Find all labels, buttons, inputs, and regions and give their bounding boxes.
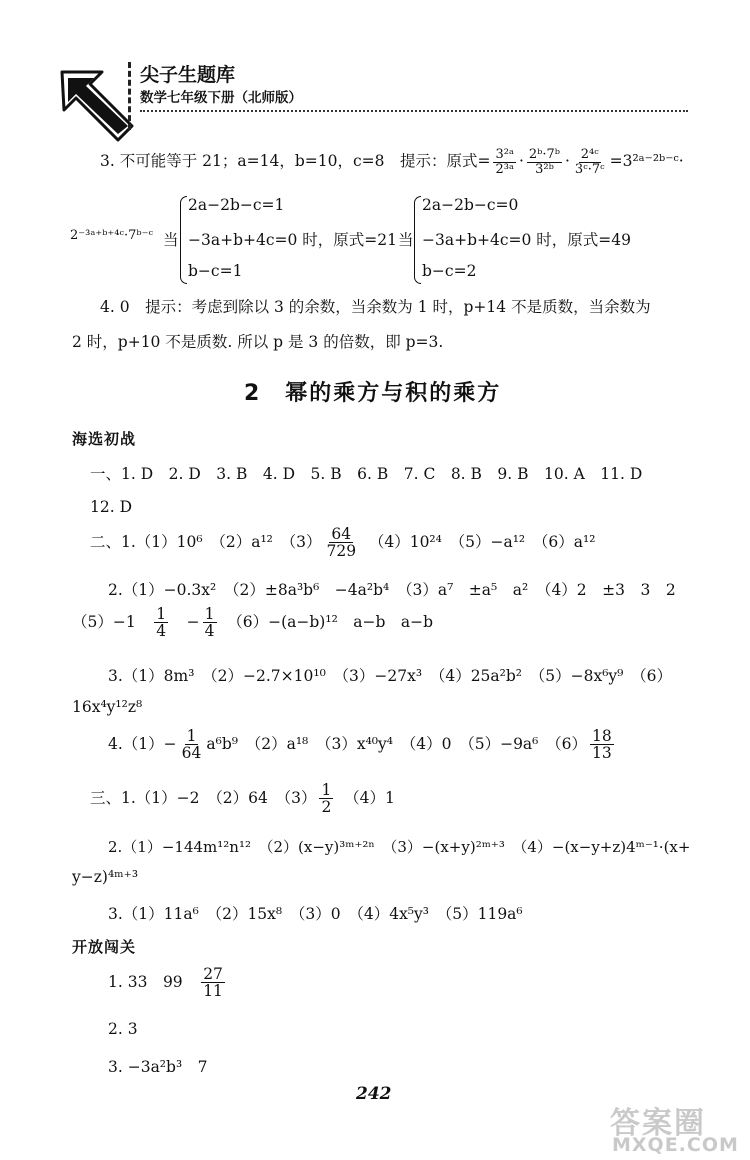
fraction-denominator: 4	[204, 622, 215, 641]
section-title: 2 幂的乘方与积的乘方	[244, 381, 502, 406]
fraction-numerator: 1	[321, 781, 332, 799]
part1-iii-1	[90, 782, 395, 816]
part1-iii-2-line2: y−z)⁴ᵐ⁺³	[72, 868, 139, 886]
fraction-numerator: 64	[331, 525, 352, 543]
answer-3-line1: 3. 不可能等于 21；a=14，b=10，c=8 提示：原式= $\frac{\text{3²ᵃ}}{\text{2³ᵃ}}$ · $\frac{\text{2ᵇ·7ᵇ}}{\text{3²ᵇ}}$ · $\frac{\text{2⁴ᶜ}}{\text{3ᶜ·7ᶜ}}$ =3²ᵃ⁻²ᵇ⁻ᶜ·	[100, 147, 684, 177]
part1-iii-3: 3.（1）11a⁶ （2）15x⁸ （3）0 （4）4x⁵y³ （5）119a⁶	[108, 905, 523, 923]
fraction-numerator: 1	[186, 727, 197, 745]
header-dotted-rule	[140, 110, 688, 112]
fraction-denominator: 4	[156, 622, 167, 641]
part2-q1	[108, 966, 228, 1000]
system-2-eq3: b−c=2	[422, 262, 477, 280]
minus-sign: −	[186, 612, 200, 631]
when-label-1: 当	[163, 231, 179, 249]
arrow-logo-icon	[58, 64, 138, 144]
fraction	[201, 966, 225, 1000]
header-wavy-divider	[128, 62, 131, 130]
part1-ii-3-line2: 16x⁴y¹²z⁸	[72, 698, 143, 716]
fraction	[180, 728, 204, 762]
answer-text: （5）−1	[72, 612, 136, 631]
answer-text: （6）−(a−b)¹² a−b a−b	[235, 612, 434, 631]
system-2-eq1: 2a−2b−c=0	[422, 196, 519, 214]
fraction	[590, 728, 614, 762]
answer-text: 4.（1）−	[108, 734, 177, 753]
fraction	[319, 782, 333, 816]
answer-text: 三、1.（1）−2 （2）64 （3）	[90, 788, 317, 807]
part1-ii-2-line2	[72, 606, 433, 640]
fraction-numerator: 1	[156, 605, 167, 623]
fraction-denominator: 11	[203, 982, 223, 1001]
system-1-eq3: b−c=1	[188, 262, 243, 280]
answer-3-tail: =3²ᵃ⁻²ᵇ⁻ᶜ·	[609, 152, 684, 171]
answer-text: （4）10²⁴ （5）−a¹² （6）a¹²	[376, 532, 596, 551]
fraction-denominator: 2	[321, 798, 332, 817]
answer-4-line1: 4. 0 提示：考虑到除以 3 的余数，当余数为 1 时，p+14 不是质数，当余数为	[100, 298, 651, 316]
fraction	[324, 526, 358, 560]
fraction-denominator: 2³ᵃ	[495, 161, 514, 177]
system-1-eq2: −3a+b+4c=0 时，原式=21	[188, 231, 398, 249]
part1-ii-4	[108, 728, 617, 762]
answer-3-exponent-lead: 2⁻³ᵃ⁺ᵇ⁺⁴ᶜ·7ᵇ⁻ᶜ	[70, 228, 153, 243]
answer-text: a⁶b⁹ （2）a¹⁸ （3）x⁴⁰y⁴ （4）0 （5）−9a⁶ （6）	[206, 734, 587, 753]
system-2-eq2: −3a+b+4c=0 时，原式=49	[422, 231, 632, 249]
fraction-denominator: 64	[181, 744, 202, 763]
system-brace-2	[414, 196, 421, 284]
when-label-2: 当	[398, 231, 414, 249]
fraction	[527, 148, 562, 176]
fraction-denominator: 729	[326, 542, 357, 561]
fraction	[573, 148, 607, 176]
watermark-logo-text: 答案圈	[610, 1106, 706, 1141]
part-heading-kaifang: 开放闯关	[72, 938, 137, 956]
fraction-numerator: 18	[592, 727, 612, 745]
part2-q2: 2. 3	[108, 1020, 138, 1038]
answer-text: （4）1	[351, 788, 395, 807]
book-subtitle: 数学七年级下册（北师版）	[140, 90, 302, 106]
system-1-eq1: 2a−2b−c=1	[188, 196, 285, 214]
fraction-numerator: 2ᵇ·7ᵇ	[528, 147, 560, 162]
answer-4-line2: 2 时，p+10 不是质数. 所以 p 是 3 的倍数，即 p=3.	[72, 333, 444, 351]
part1-ii-1	[90, 526, 595, 560]
part-heading-haixuan: 海选初战	[72, 430, 137, 448]
fraction-numerator: 27	[203, 965, 223, 983]
fraction-denominator: 3ᶜ·7ᶜ	[574, 161, 605, 177]
system-brace-1	[180, 196, 187, 284]
fraction	[203, 606, 217, 640]
fraction	[154, 606, 168, 640]
part1-ii-3-line1: 3.（1）8m³ （2）−2.7×10¹⁰ （3）−27x³ （4）25a²b² （5）−8x⁶y⁹ （6）	[108, 667, 673, 685]
part2-q3: 3. −3a²b³ 7	[108, 1058, 208, 1076]
answer-text: 二、1.（1）10⁶ （2）a¹² （3）	[90, 532, 322, 551]
fraction-numerator: 2⁴ᶜ	[580, 147, 599, 162]
part1-ii-2-line1: 2.（1）−0.3x² （2）±8a³b⁶ −4a²b⁴ （3）a⁷ ±a⁵ a² （4）2 ±3 3 2	[108, 581, 676, 599]
fraction-numerator: 1	[204, 605, 215, 623]
fraction-denominator: 3²ᵇ	[535, 161, 554, 177]
answer-3-text: 3. 不可能等于 21；a=14，b=10，c=8 提示：原式=	[100, 152, 491, 171]
part1-i-line2: 12. D	[90, 498, 133, 516]
part1-iii-2-line1: 2.（1）−144m¹²n¹² （2）(x−y)³ᵐ⁺²ⁿ （3）−(x+y)²ᵐ⁺³ （4）−(x−y+z)4ᵐ⁻¹·(x+	[108, 838, 691, 856]
answer-text: 1. 33 99	[108, 972, 183, 991]
page-number: 242	[356, 1084, 392, 1104]
watermark-url: MXQE.COM	[612, 1134, 739, 1156]
fraction-denominator: 13	[592, 744, 612, 763]
fraction-numerator: 3²ᵃ	[495, 147, 514, 162]
part1-i-line1: 一、1. D 2. D 3. B 4. D 5. B 6. B 7. C 8. B 9. B 10. A 11. D	[90, 465, 643, 483]
book-title: 尖子生题库	[140, 64, 236, 86]
fraction	[493, 148, 516, 176]
